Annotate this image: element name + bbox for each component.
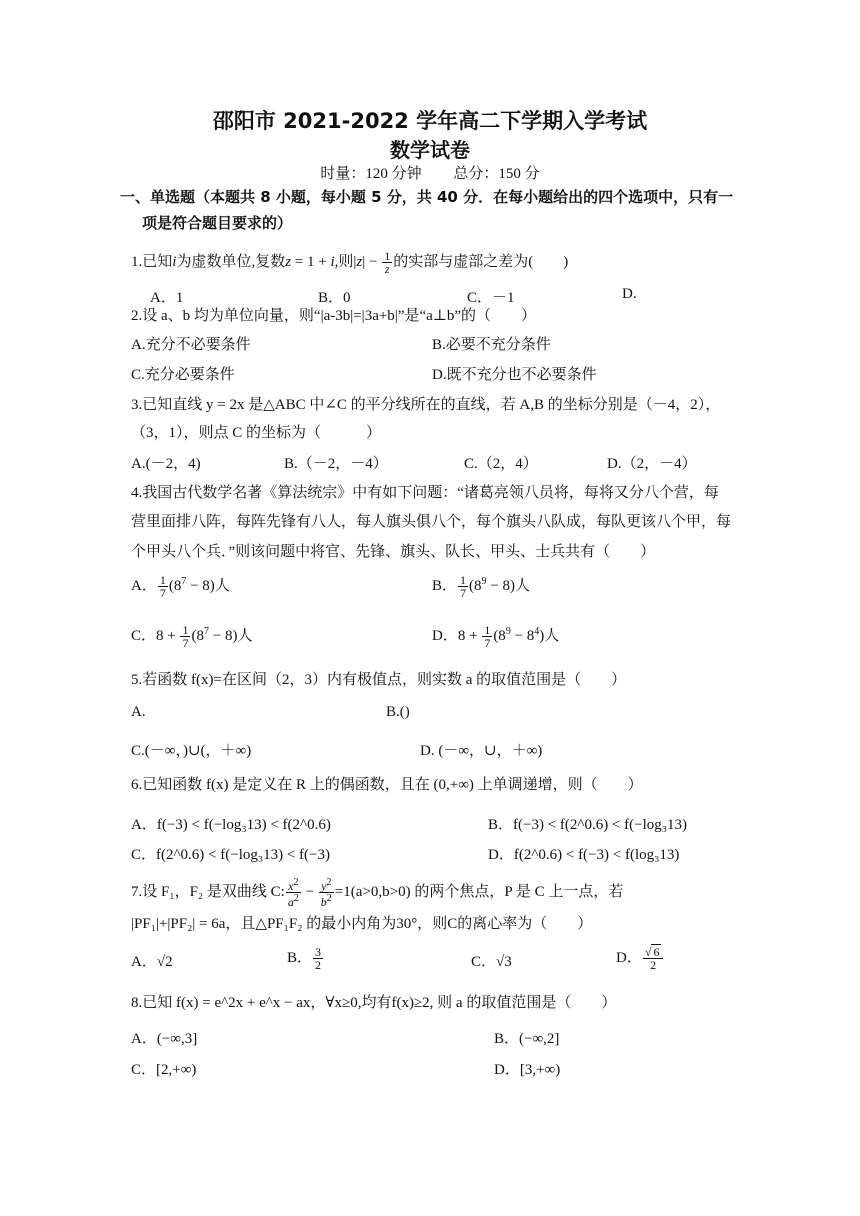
q6-option-d: D．f(2^0.6) < f(−3) < f(log₃13) [488,847,680,863]
q3-option-b: B.（－2，－4） [284,456,388,472]
section-heading-cont: 项是符合题目要求的） [142,214,293,232]
question-2: 2.设 a、b 均为单位向量，则“|a-3b|=|3a+b|”是“a⊥b”的（ ） [131,308,537,324]
q4-option-a: A． $\frac{1}{7}$ $(8^7 - 8)$人 [131,573,230,601]
question-6: 6.已知函数 f(x) 是定义在 R 上的偶函数，且在 (0,+∞) 上单调递增，则（ ） [131,777,643,793]
q1-option-a: A．1 [150,290,184,306]
q4-option-b: B． $\frac{1}{7}$ $(8^9 - 8)$人 [432,573,530,601]
q8-option-b: B．(−∞,2] [494,1031,560,1047]
q1-option-c: C．－1 [467,290,515,306]
exam-time: 时量：120 分钟 [320,166,422,182]
question-3-line1: 3.已知直线 y = 2x 是△ABC 中∠C 的平分线所在的直线，若 A,B 的坐标分别是（－4，2）， [131,397,721,413]
q7-option-b: B． $\frac{3}{2}$ [287,945,322,973]
exam-score: 总分：150 分 [453,166,540,182]
q3-option-d: D.（2，－4） [607,456,697,472]
q2-option-d: D.既不充分也不必要条件 [432,367,597,383]
question-7-line2: |PF₁|+|PF₂| = 6a，且△PF₁F₂ 的最小内角为30°，则C的离心率为（ ） [131,916,593,932]
q2-option-a: A.充分不必要条件 [131,337,251,353]
q5-option-d: D. (－∞，∪，＋∞) [420,743,543,759]
page-title: 邵阳市 2021-2022 学年高二下学期入学考试 [212,109,648,133]
q8-option-c: C．[2,+∞) [131,1062,197,1078]
question-7-line1: 7.设 F₁，F₂ 是双曲线 C: $\frac{x^2}{a^2}$ − $\frac{y^2}{b^2}$ =1(a>0,b>0) 的两个焦点，P 是 C 上一点，若 [131,877,624,909]
q3-option-a: A.(－2，4) [131,456,201,472]
q7-option-a: A．√2 [131,954,173,970]
q3-option-c: C.（2，4） [464,456,538,472]
question-4-line3: 个甲头八个兵．”则该问题中将官、先锋、旗头、队长、甲头、士兵共有（ ） [131,544,656,560]
q6-option-c: C．f(2^0.6) < f(−log₃13) < f(−3) [131,847,330,863]
q8-option-d: D．[3,+∞) [494,1062,561,1078]
question-8: 8.已知 f(x) = e^2x + e^x − ax，∀x≥0,均有f(x)≥2, 则 a 的取值范围是（ ） [131,995,617,1011]
q4-option-d: D．8 + $\frac{1}{7}$ $(8^9 - 8^4)$人 [432,623,560,651]
q4-option-c: C．8 + $\frac{1}{7}$ $(8^7 - 8)$人 [131,623,253,651]
q5-option-c: C.(－∞，)∪(，＋∞) [131,743,252,759]
q7-option-d: D． $\frac{√ 6}{2}$ [616,946,664,971]
q6-option-a: A．f(−3) < f(−log₃13) < f(2^0.6) [131,817,331,833]
question-4-line2: 营里面排八阵，每阵先锋有八人，每人旗头俱八个，每个旗头八队成，每队更该八个甲，每 [131,514,732,530]
exam-meta [0,162,860,183]
q2-option-c: C.充分必要条件 [131,367,235,383]
page-subtitle: 数学试卷 [390,138,470,162]
q6-option-b: B．f(−3) < f(2^0.6) < f(−log₃13) [488,817,687,833]
section-heading: 一、单选题（本题共 8 小题，每小题 5 分，共 40 分．在每小题给出的四个选项中，只有一 [120,188,734,206]
q2-option-b: B.必要不充分条件 [432,337,551,353]
q8-option-a: A．(−∞,3] [131,1031,198,1047]
q5-option-b: B.() [386,704,410,720]
question-5: 5.若函数 f(x)=在区间（2，3）内有极值点，则实数 a 的取值范围是（ ） [131,672,627,688]
q1-option-b: B．0 [318,290,351,306]
q1-option-d: D. [622,286,637,302]
q5-option-a: A. [131,704,146,720]
question-4-line1: 4.我国古代数学名著《算法统宗》中有如下问题：“诸葛亮领八员将，每将又分八个营，每 [131,485,719,501]
question-1: 1.已知i为虚数单位,复数z = 1 + i,则|z| − $\frac{1}{z}$ 的实部与虚部之差为( ) [131,249,569,277]
q7-option-c: C．√3 [471,954,512,970]
question-3-line2: （3，1），则点 C 的坐标为（ ） [131,425,382,441]
